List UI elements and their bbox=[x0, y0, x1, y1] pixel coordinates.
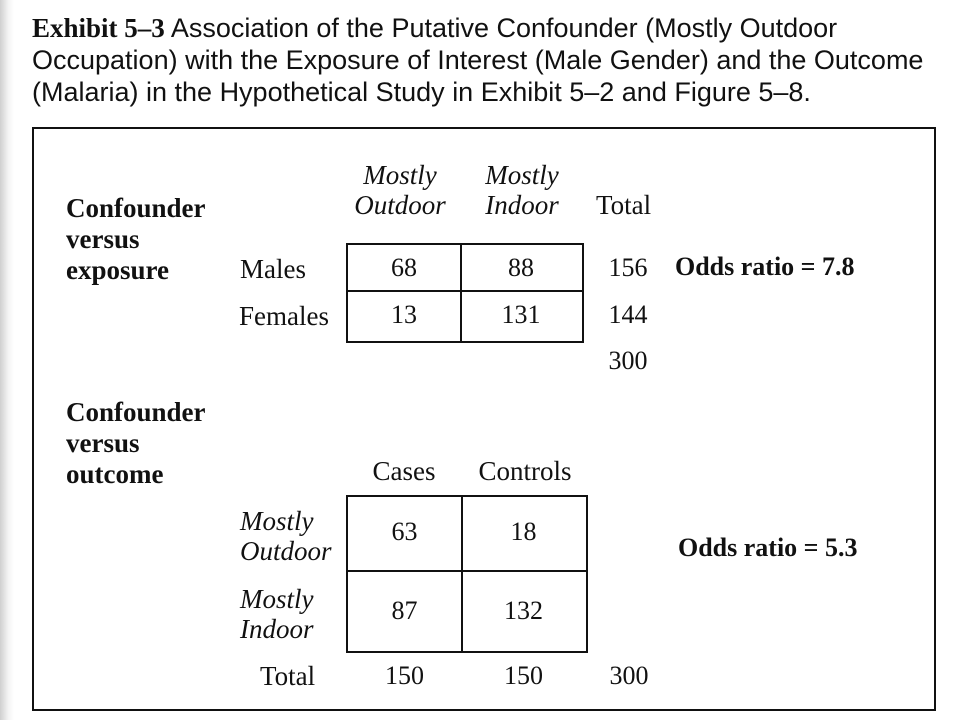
row-label-line: Indoor bbox=[240, 614, 314, 644]
row-label-mostly-indoor bbox=[240, 584, 314, 644]
grand-total-outcome: 300 bbox=[609, 661, 649, 690]
row-label-line: Mostly bbox=[240, 584, 314, 614]
table2-grid-hline bbox=[346, 570, 586, 572]
section-title-line: Confounder bbox=[66, 397, 206, 427]
section-title-exposure bbox=[66, 193, 206, 286]
cell-females-indoor: 131 bbox=[501, 300, 541, 329]
col-header-line: Indoor bbox=[485, 190, 559, 220]
page-edge-shadow bbox=[0, 0, 14, 720]
odds-ratio-outcome: Odds ratio = 5.3 bbox=[678, 533, 858, 562]
col-header-total: Total bbox=[596, 190, 652, 220]
cell-indoor-controls: 132 bbox=[504, 596, 543, 625]
exhibit-label: Exhibit 5–3 bbox=[32, 13, 165, 43]
row-label-line: Outdoor bbox=[240, 536, 332, 566]
exhibit-caption-text: Association of the Putative Confounder (Mostly Outdoor Occupation) with the Exposure of Interest (Male Gender) and the Outcome (Malaria) in the Hypothetical Study in Exhibit 5–2 and Figure 5–8. bbox=[32, 13, 924, 107]
row-label-males: Males bbox=[240, 254, 306, 284]
cell-males-indoor: 88 bbox=[508, 253, 534, 282]
cell-females-outdoor: 13 bbox=[391, 300, 417, 329]
col-header-mostly-indoor bbox=[462, 160, 582, 220]
row-label-line: Mostly bbox=[240, 506, 314, 536]
row-label-females: Females bbox=[239, 301, 329, 331]
col-header-controls: Controls bbox=[478, 456, 572, 486]
cell-outdoor-cases: 63 bbox=[391, 517, 418, 546]
section-title-outcome bbox=[66, 397, 206, 490]
section-title-line: versus bbox=[66, 428, 140, 458]
cell-males-outdoor: 68 bbox=[391, 253, 417, 282]
col-header-mostly-outdoor bbox=[340, 160, 460, 220]
col-header-line: Mostly bbox=[485, 160, 559, 190]
total-cases: 150 bbox=[385, 661, 424, 690]
cell-outdoor-controls: 18 bbox=[510, 517, 537, 546]
section-title-line: Confounder bbox=[66, 193, 206, 223]
col-header-cases: Cases bbox=[372, 456, 436, 486]
total-controls: 150 bbox=[504, 661, 543, 690]
row-label-mostly-outdoor bbox=[240, 506, 332, 566]
odds-ratio-exposure: Odds ratio = 7.8 bbox=[675, 252, 855, 281]
total-males: 156 bbox=[608, 253, 648, 282]
total-females: 144 bbox=[608, 300, 648, 329]
exhibit-caption bbox=[32, 12, 942, 108]
section-title-line: exposure bbox=[66, 255, 170, 285]
row-label-total: Total bbox=[260, 661, 316, 691]
table1-grid-hline bbox=[346, 290, 582, 292]
grand-total-exposure: 300 bbox=[608, 346, 648, 375]
section-title-line: versus bbox=[66, 224, 140, 254]
col-header-line: Mostly bbox=[363, 160, 437, 190]
section-title-line: outcome bbox=[66, 459, 164, 489]
cell-indoor-cases: 87 bbox=[391, 596, 418, 625]
col-header-line: Outdoor bbox=[354, 190, 446, 220]
